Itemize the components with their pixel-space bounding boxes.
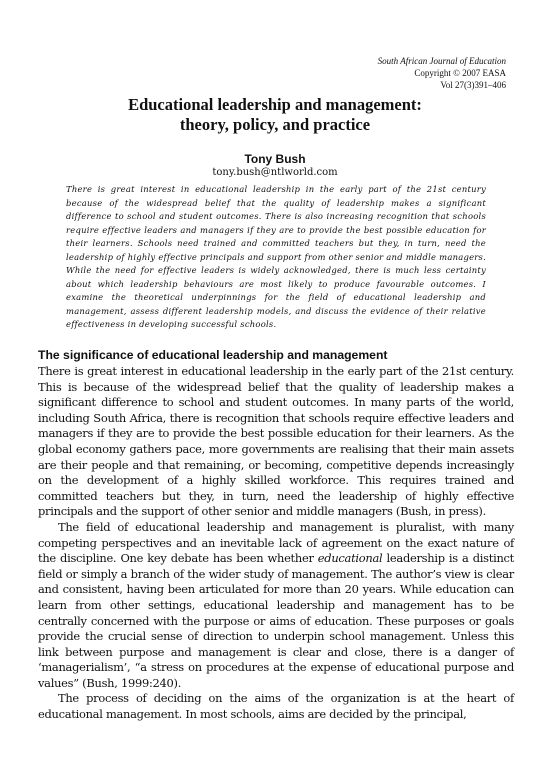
body-text [38, 364, 514, 723]
paragraph-2-text-b: leadership is a distinct field or simply a branch of the wider study of management. The author’s view is clear and consistent, having been articulated for more than 20 years. While education can learn from other settings, educational leadership and management has to be centrally concerned with the purpose or aims of education. These purposes or goals provide the crucial sense of direction to underpin school management. Unless this link between purpose and management is clear and close, there is a danger of ‘managerialism’, “a stress on procedures at the expense of educational purpose and values” (Bush, 1999:240). [38, 551, 514, 690]
paragraph-2-emphasis: educational [317, 551, 383, 566]
paragraph-2-text-a: The field of educational leadership and management is pluralist, with many competing perspectives and an inevitable lack of agreement on the exact nature of the discipline. One key debate has been whether [38, 519, 514, 566]
journal-name: South African Journal of Education [377, 56, 506, 66]
section-heading: The significance of educational leadership and management [38, 348, 388, 362]
paragraph-2 [38, 520, 514, 692]
article-title [0, 95, 550, 134]
abstract: There is great interest in educational leadership in the early part of the 21st century because of the widespread belief that the quality of leadership makes a significant difference to school and student outcomes. There is also increasing recognition that schools require effective leaders and managers if they are to provide the best possible education for their learners. Schools need trained and committed teachers but they, in turn, need the leadership of highly effective principals and support from other senior and middle managers. While the need for effective leaders is widely acknowledged, there is much less certainty about which leadership behaviours are most likely to produce favourable outcomes. I examine the theoretical underpinnings for the field of educational leadership and management, assess different leadership models, and discuss the evidence of their relative effectiveness in developing successful schools. [66, 184, 486, 330]
title-line-2: theory, policy, and practice [179, 114, 371, 134]
title-line-1: Educational leadership and management: [128, 95, 422, 114]
journal-header [378, 56, 506, 91]
paragraph-3: The process of deciding on the aims of the organization is at the heart of educational management. In most schools, aims are decided by the principal, [38, 691, 514, 722]
author-name: Tony Bush [244, 152, 306, 166]
author-email: tony.bush@ntlworld.com [212, 167, 338, 178]
volume-info: Vol 27(3)391–406 [440, 79, 506, 90]
paragraph-1: There is great interest in educational leadership in the early part of the 21st century. This is because of the widespread belief that the quality of leadership makes a significant difference to school and student outcomes. In many parts of the world, including South Africa, there is recognition that schools require effective leaders and managers if they are to provide the best possible education for their learners. As the global economy gathers pace, more governments are realising that their main assets are their people and that remaining, or becoming, competitive depends increasingly on the development of a highly skilled workforce. This requires trained and committed teachers but they, in turn, need the leadership of highly effective principals and the support of other senior and middle managers (Bush, in press). [38, 364, 514, 519]
copyright-notice: Copyright © 2007 EASA [414, 67, 506, 78]
